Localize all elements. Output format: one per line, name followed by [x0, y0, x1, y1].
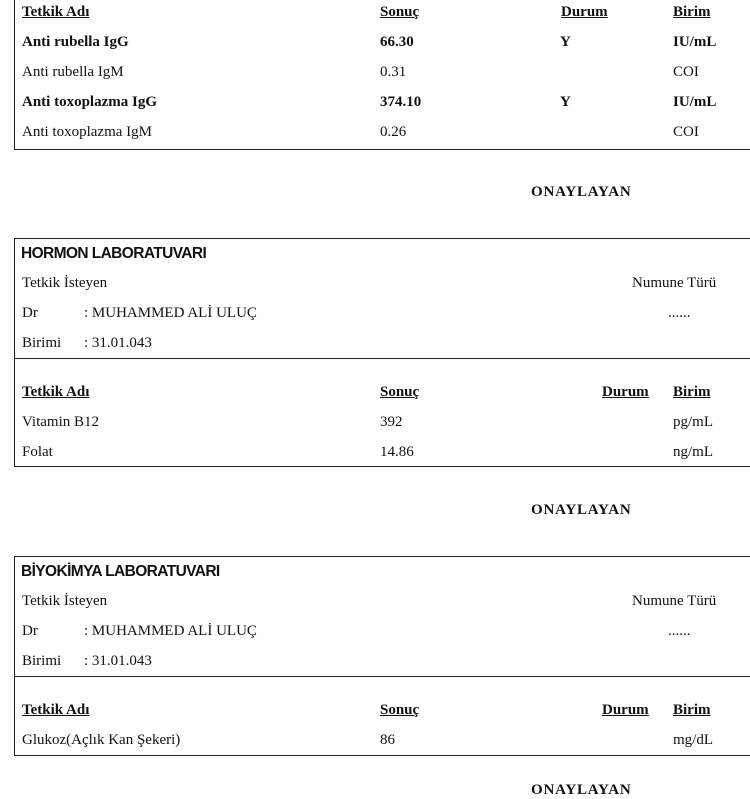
test-result: 0.31 — [380, 64, 407, 80]
lab-title: HORMON LABORATUVARI — [21, 245, 207, 262]
table-row — [15, 120, 750, 144]
test-unit: IU/mL — [673, 94, 717, 110]
serology-table — [14, 0, 750, 150]
approver-label: ONAYLAYAN — [531, 502, 632, 518]
doctor-name: : MUHAMMED ALİ ULUÇ — [84, 305, 257, 321]
col-status-header: Durum — [602, 702, 649, 718]
test-name: Anti toxoplazma IgG — [22, 94, 157, 110]
test-name: Anti rubella IgM — [22, 64, 124, 80]
requester-label: Tetkik İsteyen — [22, 593, 108, 609]
col-result-header: Sonuç — [380, 384, 420, 400]
test-result: 392 — [380, 414, 403, 430]
table-row — [15, 410, 750, 434]
test-unit: pg/mL — [673, 414, 713, 430]
col-name-header: Tetkik Adı — [22, 702, 90, 718]
biochem-lab-section — [14, 556, 750, 756]
section-divider — [15, 676, 750, 677]
test-result: 86 — [380, 732, 395, 748]
table-header — [15, 380, 750, 404]
col-status-header: Durum — [602, 384, 649, 400]
doctor-prefix: Dr — [22, 305, 38, 321]
sample-type-value: ...... — [668, 623, 691, 639]
col-status-header: Durum — [561, 4, 608, 20]
col-result-header: Sonuç — [380, 4, 420, 20]
test-status: Y — [560, 94, 571, 110]
test-unit: COI — [673, 64, 699, 80]
requester-label: Tetkik İsteyen — [22, 275, 108, 291]
test-unit: COI — [673, 124, 699, 140]
test-name: Anti rubella IgG — [22, 34, 129, 50]
approver-label: ONAYLAYAN — [531, 782, 632, 798]
lab-title: BİYOKİMYA LABORATUVARI — [21, 563, 220, 580]
test-result: 0.26 — [380, 124, 407, 140]
hormone-lab-section — [14, 238, 750, 467]
unit-value: : 31.01.043 — [84, 335, 152, 351]
test-name: Folat — [22, 444, 53, 460]
col-unit-header: Birim — [673, 702, 711, 718]
test-unit: ng/mL — [673, 444, 713, 460]
doctor-name: : MUHAMMED ALİ ULUÇ — [84, 623, 257, 639]
test-result: 14.86 — [380, 444, 414, 460]
table-header — [15, 0, 750, 24]
sample-type-label: Numune Türü — [632, 275, 717, 291]
table-row — [15, 440, 750, 464]
unit-value: : 31.01.043 — [84, 653, 152, 669]
table-row — [15, 30, 750, 54]
test-unit: IU/mL — [673, 34, 717, 50]
unit-label: Birimi — [22, 653, 62, 669]
test-result: 66.30 — [380, 34, 414, 50]
section-divider — [15, 358, 750, 359]
sample-type-label: Numune Türü — [632, 593, 717, 609]
table-row — [15, 60, 750, 84]
col-name-header: Tetkik Adı — [22, 4, 90, 20]
doctor-prefix: Dr — [22, 623, 38, 639]
test-name: Anti toxoplazma IgM — [22, 124, 152, 140]
unit-label: Birimi — [22, 335, 62, 351]
col-result-header: Sonuç — [380, 702, 420, 718]
table-header — [15, 698, 750, 722]
test-unit: mg/dL — [673, 732, 713, 748]
sample-type-value: ...... — [668, 305, 691, 321]
test-name: Glukoz(Açlık Kan Şekeri) — [22, 732, 181, 748]
table-row — [15, 90, 750, 114]
col-name-header: Tetkik Adı — [22, 384, 90, 400]
test-name: Vitamin B12 — [22, 414, 100, 430]
approver-label: ONAYLAYAN — [531, 184, 632, 200]
table-row — [15, 728, 750, 752]
col-unit-header: Birim — [673, 384, 711, 400]
col-unit-header: Birim — [673, 4, 711, 20]
test-result: 374.10 — [380, 94, 422, 110]
test-status: Y — [560, 34, 571, 50]
